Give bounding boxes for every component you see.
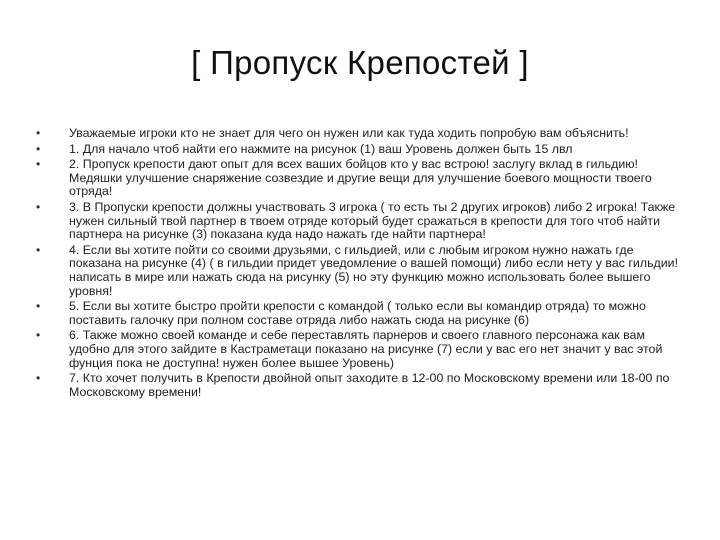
list-item-text: 2. Пропуск крепости дают опыт для всех ваших бойцов кто у вас встрою! заслугу вклад в гильдию! Медяшки улучшение снаряжение созвездие и другие вещи для улучшение боевого мощности твоего отряда! [69,157,652,199]
list-item-text: 3. В Пропуски крепости должны участвовать 3 игрока ( то есть ты 2 других игроков) либо 2 игрока! Также нужен сильный твой партнер в твоем отряде который будет сражаться в крепости для того чтоб найти партнера на рисунке (3) показана куда надо нажать где найти партнера! [69,199,676,242]
bullet-icon: • [36,242,41,257]
list-item [36,201,686,242]
bullet-icon: • [36,371,41,386]
bullet-icon: • [36,328,41,343]
bullet-icon: • [36,157,41,172]
list-item-text: 7. Кто хочет получить в Крепости двойной опыт заходите в 12-00 по Московскому времени или 18-00 по Московскому времени! [69,371,670,399]
list-item-text: 5. Если вы хотите быстро пройти крепости с командой ( только если вы командир отряда) то можно поставить галочку при полном составе отряда либо нажать сюда на рисунке (6) [69,299,646,327]
bullet-icon: • [36,199,41,214]
list-item [36,329,686,370]
list-item-text: 1. Для начало чтоб найти его нажмите на рисунок (1) ваш Уровень должен быть 15 лвл [69,141,573,156]
list-item-text: 4. Если вы хотите пойти со своими друзьями, с гильдией, или с любым игроком нужно нажать где показана на рисунке (4) ( в гильдии придет уведомление о вашей помощи) либо если нету у вас гильдии! написать в мире или нажать сюда на рисунку (5) но эту функцию можно использовать более вышего уровня! [69,242,679,298]
list-item-text: Уважаемые игроки кто не знает для чего он нужен или как туда ходить попробую вам объяснить! [69,126,629,140]
bullet-icon: • [36,126,41,140]
list-item [36,300,686,327]
slide-title: [ Пропуск Крепостей ] [191,44,529,81]
list-item [36,127,686,141]
bullet-list [36,127,686,401]
list-item [36,372,686,399]
list-item [36,158,686,199]
list-item [36,143,686,157]
bullet-icon: • [36,141,41,156]
list-item [36,244,686,298]
bullet-icon: • [36,299,41,314]
list-item-text: 6. Также можно своей команде и себе переставлять парнеров и своего главного персонажа как вам удобно для этого зайдите в Кастраметаци показано на рисунке (7) если у вас его нет значит у вас этой фунция пока не доступна! нужен более вышее Уровень) [69,328,663,370]
